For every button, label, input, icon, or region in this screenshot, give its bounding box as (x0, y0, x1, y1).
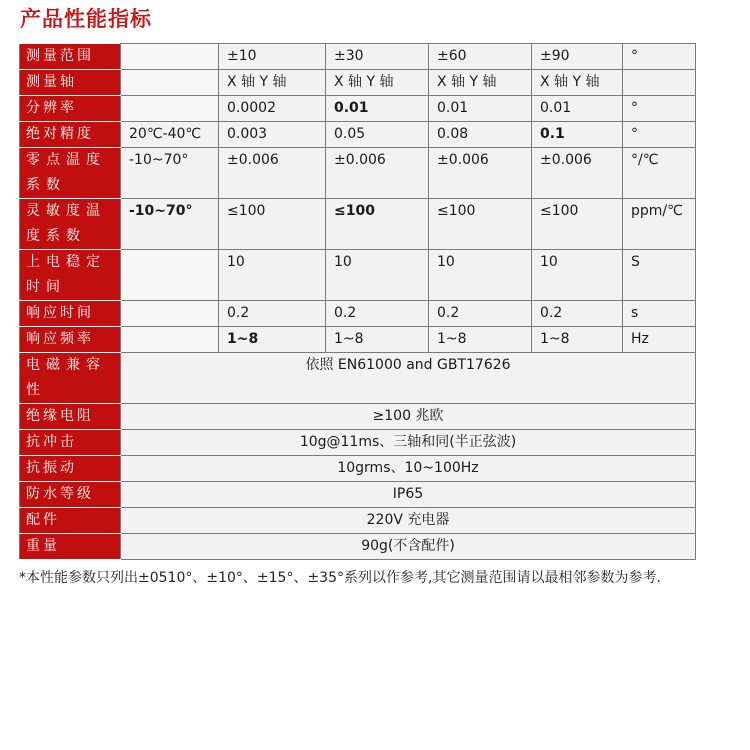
table-row (20, 70, 696, 96)
table-cell: X 轴 Y 轴 (429, 70, 532, 96)
table-row (20, 301, 696, 327)
table-row (20, 250, 696, 301)
table-row (20, 508, 696, 534)
table-cell: ±60 (429, 44, 532, 70)
row-label-response-time: 响应时间 (20, 301, 121, 327)
table-cell: ≤100 (326, 199, 429, 250)
table-cell: X 轴 Y 轴 (219, 70, 326, 96)
table-row (20, 404, 696, 430)
row-label-shock: 抗冲击 (20, 430, 121, 456)
table-cell: X 轴 Y 轴 (326, 70, 429, 96)
row-label-resolution: 分辨率 (20, 96, 121, 122)
table-cell: 20℃-40℃ (121, 122, 219, 148)
row-label-sensitivity-temp-coef: 灵敏度温度系数 (20, 199, 121, 250)
row-label-zero-temp-coef: 零点温度系数 (20, 148, 121, 199)
table-cell: 10g@11ms、三轴和同(半正弦波) (121, 430, 696, 456)
table-cell (121, 96, 219, 122)
row-label-startup-time: 上电稳定时间 (20, 250, 121, 301)
table-cell: 0.2 (429, 301, 532, 327)
table-cell: 1~8 (532, 327, 623, 353)
specs-table (19, 43, 696, 560)
table-cell: ±0.006 (326, 148, 429, 199)
row-label-waterproof: 防水等级 (20, 482, 121, 508)
table-cell: 10 (326, 250, 429, 301)
table-cell: -10~70° (121, 199, 219, 250)
table-row (20, 327, 696, 353)
row-label-emc: 电磁兼容性 (20, 353, 121, 404)
table-cell: Hz (623, 327, 696, 353)
table-row (20, 482, 696, 508)
table-cell (623, 70, 696, 96)
table-row (20, 122, 696, 148)
table-cell: 1~8 (429, 327, 532, 353)
row-label-weight: 重量 (20, 534, 121, 560)
table-cell: 1~8 (326, 327, 429, 353)
table-cell: IP65 (121, 482, 696, 508)
row-label-response-frequency: 响应频率 (20, 327, 121, 353)
table-cell (121, 70, 219, 96)
page-title: 产品性能指标 (20, 7, 152, 31)
table-cell: ±0.006 (532, 148, 623, 199)
table-cell: ° (623, 96, 696, 122)
table-cell: 0.2 (219, 301, 326, 327)
table-cell: 90g(不含配件) (121, 534, 696, 560)
footnote: *本性能参数只列出±0510°、±10°、±15°、±35°系列以作参考,其它测量范围请以最相邻参数为参考. (19, 570, 661, 586)
table-cell: 依照 EN61000 and GBT17626 (121, 353, 696, 404)
table-cell: ±30 (326, 44, 429, 70)
table-cell: 220V 充电器 (121, 508, 696, 534)
table-cell: ≤100 (532, 199, 623, 250)
table-cell: ±10 (219, 44, 326, 70)
table-cell: ≤100 (219, 199, 326, 250)
row-label-accuracy: 绝对精度 (20, 122, 121, 148)
table-cell: 0.1 (532, 122, 623, 148)
table-row (20, 430, 696, 456)
table-cell (121, 44, 219, 70)
table-row (20, 148, 696, 199)
table-cell: s (623, 301, 696, 327)
table-cell: ≥100 兆欧 (121, 404, 696, 430)
table-cell: -10~70° (121, 148, 219, 199)
table-cell: ±0.006 (219, 148, 326, 199)
row-label-axis: 测量轴 (20, 70, 121, 96)
table-cell: 0.003 (219, 122, 326, 148)
table-cell: S (623, 250, 696, 301)
table-cell: ° (623, 44, 696, 70)
table-cell: ≤100 (429, 199, 532, 250)
table-cell: 0.01 (326, 96, 429, 122)
table-row (20, 96, 696, 122)
table-cell: 10 (429, 250, 532, 301)
table-cell (121, 250, 219, 301)
table-cell: 0.0002 (219, 96, 326, 122)
table-row (20, 199, 696, 250)
table-cell: 0.01 (532, 96, 623, 122)
table-row (20, 534, 696, 560)
table-cell: 10 (532, 250, 623, 301)
table-cell: 0.08 (429, 122, 532, 148)
table-cell: ° (623, 122, 696, 148)
table-cell: °/℃ (623, 148, 696, 199)
table-row (20, 353, 696, 404)
table-cell: 0.2 (532, 301, 623, 327)
row-label-accessories: 配件 (20, 508, 121, 534)
table-cell: 0.01 (429, 96, 532, 122)
table-cell (121, 327, 219, 353)
table-cell: ±0.006 (429, 148, 532, 199)
table-cell (121, 301, 219, 327)
table-cell: ppm/℃ (623, 199, 696, 250)
table-row (20, 44, 696, 70)
table-cell: X 轴 Y 轴 (532, 70, 623, 96)
table-row (20, 456, 696, 482)
table-cell: ±90 (532, 44, 623, 70)
table-cell: 10 (219, 250, 326, 301)
table-cell: 0.2 (326, 301, 429, 327)
row-label-range: 测量范围 (20, 44, 121, 70)
table-cell: 10grms、10~100Hz (121, 456, 696, 482)
row-label-insulation: 绝缘电阻 (20, 404, 121, 430)
table-cell: 1~8 (219, 327, 326, 353)
table-cell: 0.05 (326, 122, 429, 148)
row-label-vibration: 抗振动 (20, 456, 121, 482)
